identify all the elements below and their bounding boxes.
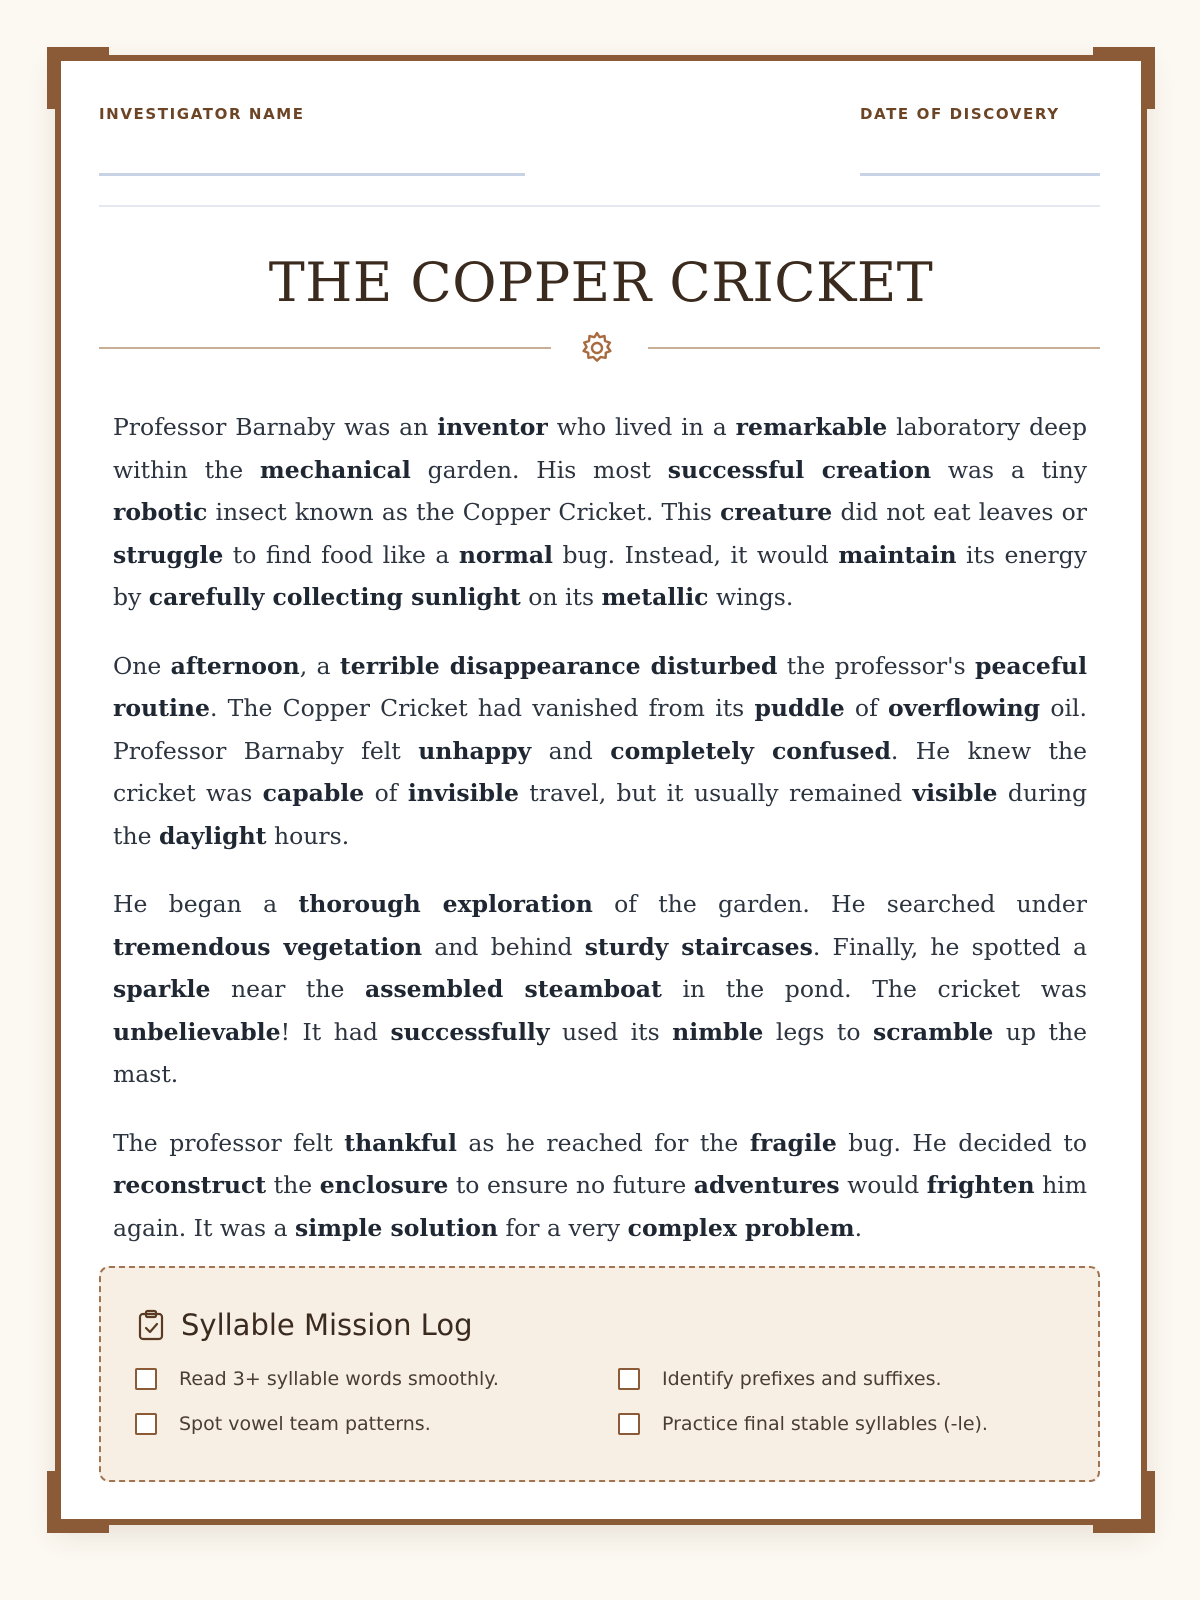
header-divider [99,205,1100,207]
mission-title: Syllable Mission Log [181,1308,473,1342]
story-text-segment: bug. Instead, it would [552,540,839,569]
task-checkbox[interactable] [135,1368,157,1390]
task-label: Identify prefixes and suffixes. [662,1368,942,1390]
mission-task[interactable] [135,1413,431,1435]
story-text-segment: who lived in a [547,413,736,441]
vocab-word: capable [262,779,365,807]
story-text-segment: did not eat leaves or [832,498,1087,526]
story-text-segment: of [364,779,408,807]
vocab-word: visible [912,779,998,807]
vocab-word: unhappy [418,736,532,765]
title-divider-left [99,347,551,349]
story-text-segment: Professor Barnaby was an [113,413,438,441]
story-paragraph-1 [113,406,1087,619]
vocab-word: sparkle [113,975,211,1003]
vocab-word: adventures [693,1171,840,1199]
task-label: Read 3+ syllable words smoothly. [179,1368,499,1390]
vocab-word: unbelievable [113,1017,281,1046]
vocab-word: thorough exploration [298,890,593,918]
story-text-segment: to ensure no future [448,1171,694,1199]
story-text-segment: He began a [113,890,299,918]
vocab-word: thankful [344,1128,457,1157]
clipboard-check-icon [137,1309,165,1341]
story-text-segment: and behind [422,932,585,961]
title-divider-right [648,347,1100,349]
vocab-word: successfully [390,1017,550,1046]
investigator-name-line[interactable] [99,173,525,176]
story-text-segment: on its [520,583,602,611]
story-text-segment: oil. Professor Barnaby felt [113,694,1087,765]
story-text-segment: , a [299,651,340,680]
vocab-word: robotic [113,498,208,526]
story-paragraph-4 [113,1122,1087,1250]
vocab-word: assembled steamboat [365,975,662,1003]
story-text-segment: him again. It was a [113,1171,1088,1242]
corner-bracket-top-right [1093,47,1155,109]
vocab-word: struggle [113,540,224,569]
vocab-word: terrible disappearance disturbed [339,651,778,680]
story-text-segment: ! It had [280,1017,391,1046]
gear-icon [579,330,615,366]
vocab-word: inventor [437,413,548,441]
vocab-word: invisible [407,779,519,807]
investigator-name-field [99,105,305,123]
story-text-segment: . Finally, he spotted a [812,932,1087,961]
story-text-segment: to find food like a [223,540,459,569]
task-checkbox[interactable] [135,1413,157,1435]
vocab-word: tremendous vegetation [113,932,423,961]
story-text-segment: for a very [497,1213,628,1242]
vocab-word: fragile [749,1128,837,1157]
vocab-word: metallic [601,583,709,611]
vocab-word: carefully collecting sunlight [148,583,521,611]
story-text-segment: The professor felt [113,1128,345,1157]
story-text-segment: laboratory deep within the [113,413,1088,484]
vocab-word: frighten [926,1171,1035,1199]
vocab-word: daylight [158,821,267,850]
story-text-segment: . He knew the cricket was [113,736,1087,807]
story-text-segment: used its [549,1017,673,1046]
vocab-word: remarkable [735,413,888,441]
story-text-segment: . [854,1213,863,1242]
date-of-discovery-label: DATE OF DISCOVERY [860,105,1060,123]
vocab-word: simple solution [295,1213,498,1242]
vocab-word: afternoon [170,651,300,680]
corner-bracket-bottom-left [47,1471,109,1533]
mission-header [137,1308,472,1342]
vocab-word: completely confused [610,736,891,765]
story-text-segment: the [266,1171,320,1199]
story-text-segment: insect known as the Copper Cricket. This [207,498,721,526]
date-of-discovery-field [860,105,1060,123]
story-text-segment: garden. His most [410,455,668,484]
corner-bracket-top-left [47,47,109,109]
story-text-segment: was a tiny [931,455,1087,484]
story-text-segment: legs to [763,1017,873,1046]
vocab-word: nimble [672,1017,764,1046]
story-text-segment: in the pond. The cricket was [661,975,1087,1003]
vocab-word: enclosure [319,1171,449,1199]
story-text-segment: near the [210,975,365,1003]
investigator-name-label: INVESTIGATOR NAME [99,105,305,123]
story-text-segment: of the garden. He searched under [592,890,1088,918]
vocab-word: mechanical [259,455,411,484]
story-text-segment: travel, but it usually remained [518,779,913,807]
vocab-word: creature [720,498,833,526]
date-of-discovery-line[interactable] [860,173,1100,176]
story-text-segment: as he reached for the [456,1128,750,1157]
task-label: Practice final stable syllables (-le). [662,1413,988,1435]
story-text-segment: the professor's [777,651,976,680]
mission-task[interactable] [618,1413,988,1435]
mission-task[interactable] [618,1368,942,1390]
vocab-word: peaceful routine [113,651,1088,722]
worksheet [55,55,1147,1525]
story-text [113,406,1087,1275]
mission-task[interactable] [135,1368,499,1390]
story-text-segment: wings. [708,583,794,611]
vocab-word: maintain [838,540,957,569]
story-text-segment: and [531,736,611,765]
vocab-word: normal [458,540,553,569]
vocab-word: overflowing [888,694,1041,722]
vocab-word: scramble [873,1017,994,1046]
story-text-segment: hours. [266,821,350,850]
story-text-segment: . The Copper Cricket had vanished from its [209,694,755,722]
story-text-segment: would [839,1171,927,1199]
corner-bracket-bottom-right [1093,1471,1155,1533]
task-label: Spot vowel team patterns. [179,1413,431,1435]
vocab-word: reconstruct [113,1171,267,1199]
story-text-segment: One [113,651,171,680]
task-checkbox[interactable] [618,1413,640,1435]
task-checkbox[interactable] [618,1368,640,1390]
vocab-word: sturdy staircases [584,932,813,961]
story-text-segment: its energy by [113,540,1088,611]
syllable-mission-log [99,1266,1100,1482]
story-text-segment: bug. He decided to [836,1128,1087,1157]
story-title: THE COPPER CRICKET [268,251,934,314]
vocab-word: complex problem [627,1213,855,1242]
story-text-segment: of [844,694,888,722]
story-paragraph-3 [113,883,1087,1096]
vocab-word: successful creation [667,455,932,484]
story-text-segment: up the mast. [113,1017,1087,1088]
story-text-segment: during the [113,779,1088,850]
story-paragraph-2 [113,645,1087,858]
vocab-word: puddle [754,694,845,722]
